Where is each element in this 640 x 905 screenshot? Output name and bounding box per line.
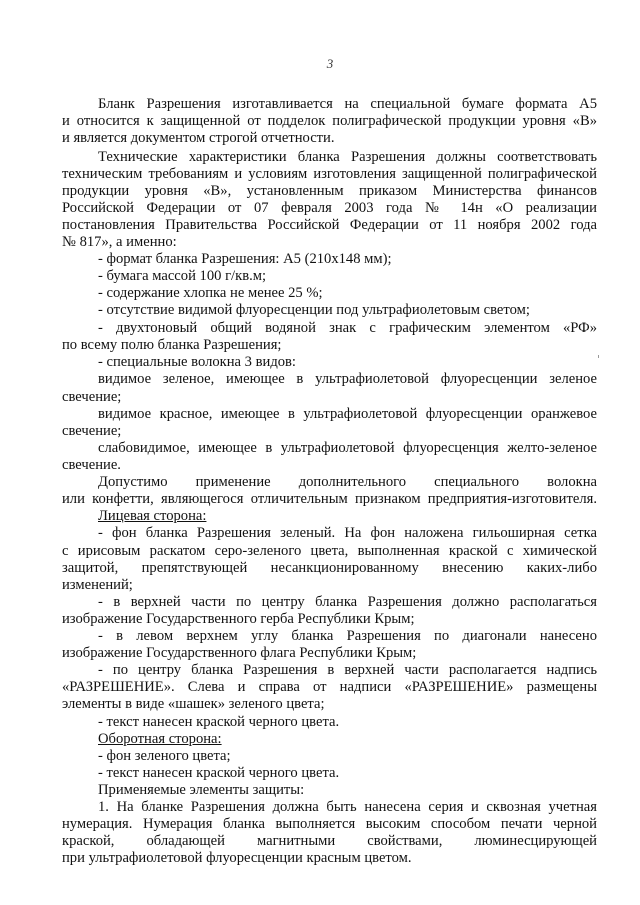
text-line: - двухтоновый общий водяной знак с графическим элементом «РФ» xyxy=(98,320,597,336)
text-line: по всему полю бланка Разрешения; xyxy=(62,337,282,353)
text-line: - специальные волокна 3 видов: xyxy=(98,354,296,370)
text-line: изображение Государственного флага Республики Крым; xyxy=(62,645,417,661)
text-line: - формат бланка Разрешения: А5 (210х148 мм); xyxy=(98,251,392,267)
text-line: техническим требованиям и условиям изготовления защищенной полиграфической xyxy=(62,166,597,182)
text-line: - текст нанесен краской черного цвета. xyxy=(98,714,340,730)
text-line: Бланк Разрешения изготавливается на специальной бумаге формата А5 xyxy=(98,96,597,112)
text-line: и относится к защищенной от подделок полиграфической продукции уровня «В» xyxy=(62,113,597,129)
text-line: Оборотная сторона: xyxy=(98,731,222,747)
text-line: Российской Федерации от 07 февраля 2003 года № 14н «О реализации xyxy=(62,200,597,216)
text-line: видимое красное, имеющее в ультрафиолетовой флуоресценции оранжевое xyxy=(98,406,597,422)
text-line: - фон зеленого цвета; xyxy=(98,748,231,764)
text-line: Лицевая сторона: xyxy=(98,508,207,524)
text-line: № 817», а именно: xyxy=(62,234,177,250)
text-line: защитой, препятствующей несанкционированному внесению каких-либо xyxy=(62,560,597,576)
text-line: Технические характеристики бланка Разрешения должны соответствовать xyxy=(98,149,597,165)
text-line: нумерация. Нумерация бланка выполняется высоким способом печати черной xyxy=(62,816,597,832)
text-line: слабовидимое, имеющее в ультрафиолетовой флуоресценция желто-зеленое xyxy=(98,440,597,456)
text-line: - бумага массой 100 г/кв.м; xyxy=(98,268,267,284)
text-line: или конфетти, являющегося отличительным признаком предприятия-изготовителя. xyxy=(62,491,597,507)
text-line: - по центру бланка Разрешения в верхней части располагается надпись xyxy=(98,662,597,678)
text-line: - содержание хлопка не менее 25 %; xyxy=(98,285,323,301)
text-line: продукции уровня «В», установленным приказом Министерства финансов xyxy=(62,183,597,199)
page-number: 3 xyxy=(326,56,334,71)
text-line: изменений; xyxy=(62,577,133,593)
text-line: при ультрафиолетовой флуоресценции красным цветом. xyxy=(62,850,412,866)
text-line: Применяемые элементы защиты: xyxy=(98,782,305,798)
text-line: - в левом верхнем углу бланка Разрешения по диагонали нанесено xyxy=(98,628,597,644)
text-line: свечение. xyxy=(62,457,121,473)
scan-mark xyxy=(598,355,599,358)
text-line: изображение Государственного герба Республики Крым; xyxy=(62,611,415,627)
text-line: Допустимо применение дополнительного специального волокна xyxy=(98,474,597,490)
text-line: видимое зеленое, имеющее в ультрафиолетовой флуоресценции зеленое xyxy=(98,371,597,387)
text-line: - фон бланка Разрешения зеленый. На фон наложена гильоширная сетка xyxy=(98,525,597,541)
text-line: - в верхней части по центру бланка Разрешения должно располагаться xyxy=(98,594,597,610)
text-line: «РАЗРЕШЕНИЕ». Слева и справа от надписи «РАЗРЕШЕНИЕ» размещены xyxy=(62,679,597,695)
text-line: с ирисовым раскатом серо-зеленого цвета, выполненная краской с химической xyxy=(62,543,597,559)
text-line: - текст нанесен краской черного цвета. xyxy=(98,765,340,781)
text-line: краской, обладающей магнитными свойствами, люминесцирующей xyxy=(62,833,597,849)
text-line: элементы в виде «шашек» зеленого цвета; xyxy=(62,696,325,712)
text-line: 1. На бланке Разрешения должна быть нанесена серия и сквозная учетная xyxy=(98,799,597,815)
text-line: постановления Правительства Российской Федерации от 11 ноября 2002 года xyxy=(62,217,597,233)
text-line: свечение; xyxy=(62,389,122,405)
text-line: - отсутствие видимой флуоресценции под ультрафиолетовым светом; xyxy=(98,302,530,318)
text-line: свечение; xyxy=(62,423,122,439)
text-line: и является документом строгой отчетности. xyxy=(62,130,335,146)
